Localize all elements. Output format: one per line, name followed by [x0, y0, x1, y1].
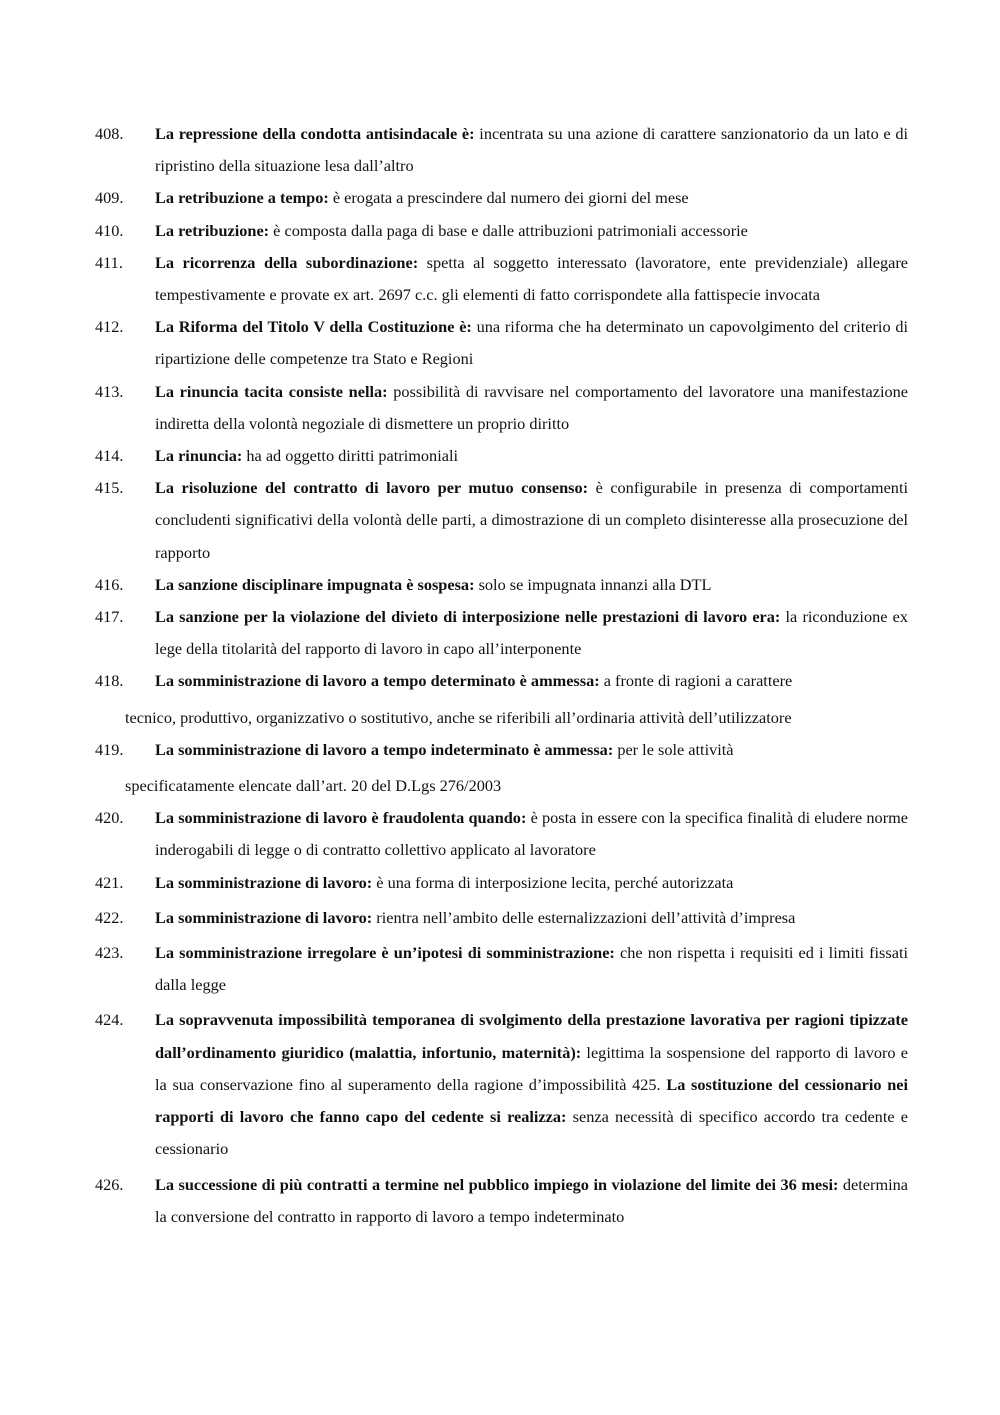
entry-term: La sanzione per la violazione del divieto di interposizione nelle prestazioni di lavoro era: [155, 607, 781, 627]
entry-number: 408. [95, 124, 124, 143]
entry-text: per le sole attività [613, 739, 734, 759]
entry-term: La repressione della condotta antisindacale è: [155, 124, 475, 143]
entry-422 [0, 902, 908, 934]
entry-text: la riconduzione ex lege della titolarità del rapporto di lavoro in capo all’interponente [155, 607, 908, 659]
entry-term-425: La sostituzione del cessionario nei rapporti di lavoro che fanno capo del cedente si realizza: [155, 1074, 908, 1127]
entry-number: 412. [95, 317, 124, 337]
entry-number: 416. [95, 574, 124, 594]
entry-408 [0, 118, 908, 182]
entry-term: La somministrazione di lavoro: [155, 872, 373, 892]
entry-text: è composta dalla paga di base e dalle attribuzioni patrimoniali accessorie [269, 220, 748, 240]
entry-text-425: senza necessità di specifico accordo tra cedente e cessionario [155, 1107, 908, 1159]
entry-number: 423. [95, 943, 124, 963]
entry-term: La somministrazione irregolare è un’ipotesi di somministrazione: [155, 943, 615, 963]
entry-text: solo se impugnata innanzi alla DTL [474, 574, 712, 594]
entry-text: è erogata a prescindere dal numero dei giorni del mese [328, 188, 689, 208]
entry-418 [0, 665, 908, 733]
entry-text: ha ad oggetto diritti patrimoniali [242, 446, 458, 466]
entry-number: 418. [95, 671, 124, 691]
entry-term: La somministrazione di lavoro: [155, 907, 373, 927]
entry-text: determina la conversione del contratto in rapporto di lavoro a tempo indeterminato [155, 1174, 908, 1226]
entry-number: 413. [95, 381, 124, 401]
entry-420 [0, 802, 908, 866]
entry-text: è configurabile in presenza di comportamenti concludenti significativi della volontà delle parti, a dimostrazione di un completo disinteresse alla prosecuzione del rapporto [155, 478, 908, 562]
entry-text: che non rispetta i requisiti ed i limiti fissati dalla legge [155, 943, 908, 995]
entry-416 [0, 569, 908, 601]
entry-number: 411. [95, 252, 123, 272]
entry-term: La rinuncia tacita consiste nella: [155, 381, 388, 401]
entry-number: 414. [95, 446, 124, 466]
entry-term: La risoluzione del contratto di lavoro per mutuo consenso: [155, 478, 589, 498]
entry-number: 410. [95, 220, 124, 240]
entry-text: legittima la sospensione del rapporto di lavoro e la sua conservazione fino al superamento della ragione d’impossibilità 425. [155, 1042, 909, 1094]
entry-412 [0, 311, 908, 375]
entry-term: La somministrazione di lavoro è fraudolenta quando: [155, 808, 527, 828]
entry-426 [0, 1169, 908, 1233]
entry-term: La Riforma del Titolo V della Costituzione è: [155, 317, 472, 337]
entry-number: 415. [95, 478, 124, 498]
entry-term: La successione di più contratti a termine nel pubblico impiego in violazione del limite dei 36 mesi: [155, 1174, 839, 1194]
entry-number: 422. [95, 907, 124, 927]
entry-text: è posta in essere con la specifica finalità di eludere norme inderogabili di legge o di contratto collettivo applicato al lavoratore [155, 808, 909, 860]
entry-continuation: tecnico, produttivo, organizzativo o sostitutivo, anche se riferibili all’ordinaria attività dell’utilizzatore [125, 707, 792, 727]
entry-419 [0, 734, 908, 802]
entry-421 [0, 867, 908, 899]
entry-424 [0, 1004, 908, 1165]
entry-term: La sopravvenuta impossibilità temporanea di svolgimento della prestazione lavorativa per ragioni tipizzate dall’ordinamento giuridico (malattia, infortunio, maternità): [155, 1010, 908, 1062]
entry-423 [0, 937, 908, 1001]
entry-text: una riforma che ha determinato un capovolgimento del criterio di ripartizione delle competenze tra Stato e Regioni [155, 317, 908, 369]
entry-number: 419. [95, 739, 124, 759]
entry-continuation: specificatamente elencate dall’art. 20 del D.Lgs 276/2003 [125, 776, 502, 796]
entry-term: La ricorrenza della subordinazione: [155, 252, 419, 272]
entry-number: 424. [95, 1010, 124, 1030]
entry-term: La somministrazione di lavoro a tempo indeterminato è ammessa: [155, 739, 614, 759]
entry-number: 426. [95, 1174, 124, 1194]
entry-410 [0, 215, 908, 247]
entry-number: 420. [95, 808, 124, 828]
entry-417 [0, 601, 908, 665]
entry-number: 421. [95, 872, 124, 892]
entry-term: La rinuncia: [155, 446, 243, 466]
entry-term: La retribuzione a tempo: [155, 188, 329, 208]
entry-text: a fronte di ragioni a carattere [599, 671, 793, 691]
entry-413 [0, 376, 908, 440]
entry-text: rientra nell’ambito delle esternalizzazioni dell’attività d’impresa [372, 907, 796, 927]
entry-term: La somministrazione di lavoro a tempo determinato è ammessa: [155, 671, 600, 691]
entry-411 [0, 247, 908, 311]
entry-409 [0, 182, 908, 214]
entry-number: 409. [95, 188, 124, 208]
entry-414 [0, 440, 908, 472]
entry-text: è una forma di interposizione lecita, perché autorizzata [372, 872, 734, 892]
entry-text: spetta al soggetto interessato (lavoratore, ente previdenziale) allegare tempestivamente e provate ex art. 2697 c.c. gli elementi di fatto corrispondete alla fattispecie invocata [155, 252, 908, 305]
entry-text: possibilità di ravvisare nel comportamento del lavoratore una manifestazione indiretta della volontà negoziale di dismettere un proprio diritto [155, 381, 908, 433]
entry-text: incentrata su una azione di carattere sanzionatorio da un lato e di ripristino della situazione lesa dall’altro [155, 124, 909, 176]
entry-415 [0, 472, 908, 569]
entry-term: La sanzione disciplinare impugnata è sospesa: [155, 574, 475, 594]
entry-number: 417. [95, 607, 124, 627]
entry-term: La retribuzione: [155, 220, 270, 240]
document-page [0, 118, 1000, 1233]
